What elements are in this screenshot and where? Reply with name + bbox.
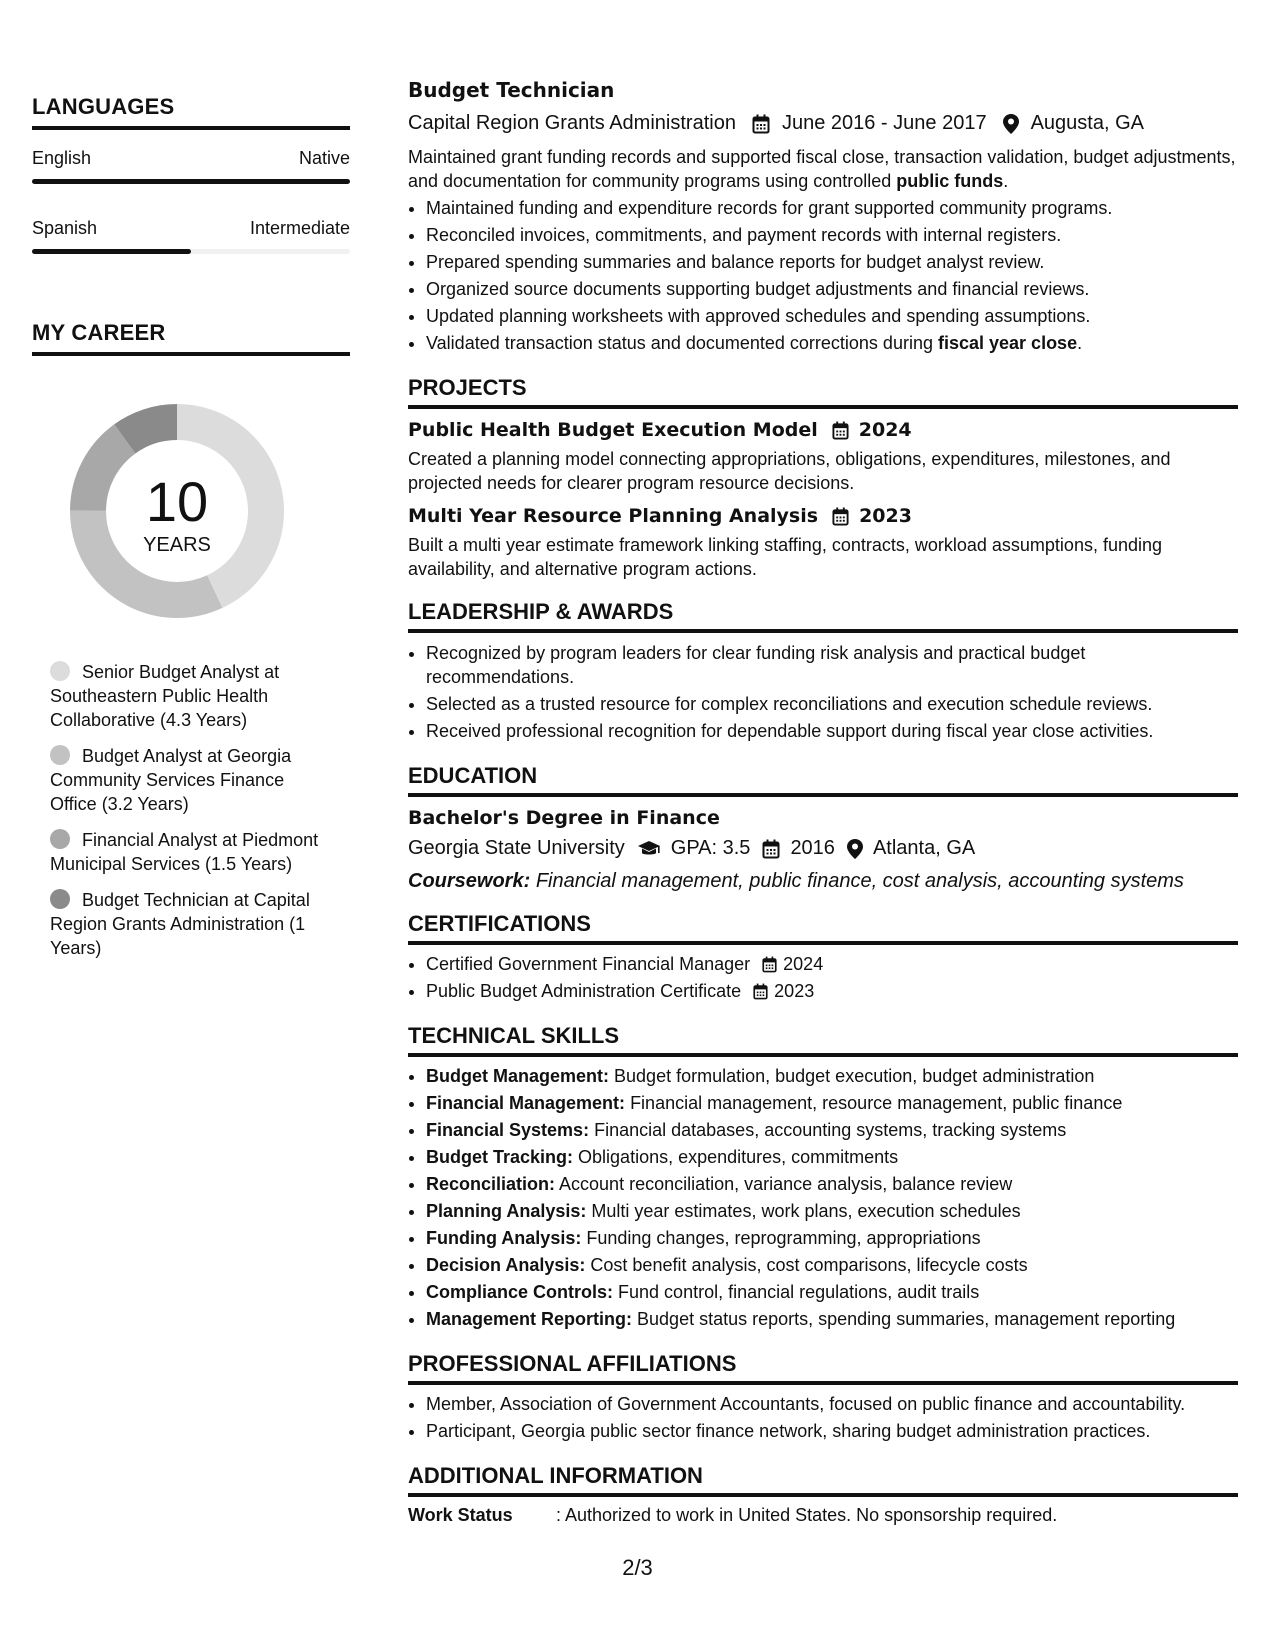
- skill-item: [426, 1117, 1238, 1144]
- project-item: [408, 505, 1238, 581]
- legend-label: Budget Analyst at Georgia Community Services Finance Office (3.2 Years): [50, 746, 292, 814]
- skills-list: [408, 1063, 1238, 1333]
- skill-label: Budget Tracking:: [426, 1147, 574, 1167]
- career-legend: [50, 660, 320, 960]
- leadership-item: • Selected as a trusted resource for complex reconciliations and execution schedule reviews.: [426, 691, 1238, 718]
- additional-info-row: [408, 1505, 1238, 1526]
- affiliations-heading: PROFESSIONAL AFFILIATIONS: [408, 1351, 1238, 1385]
- proficiency-fill: [32, 179, 350, 184]
- calendar-icon: [753, 983, 768, 1000]
- coursework-label: Coursework:: [408, 870, 531, 892]
- job-location: Augusta, GA: [1030, 112, 1144, 134]
- job-description-bold: public funds: [896, 171, 1004, 191]
- career-heading: MY CAREER: [32, 320, 350, 356]
- skill-item: [426, 1306, 1238, 1333]
- certifications-heading: CERTIFICATIONS: [408, 911, 1238, 945]
- calendar-icon: [762, 839, 780, 859]
- language-proficiency-bar: [32, 249, 350, 254]
- job-title: Budget Technician: [408, 78, 615, 102]
- language-proficiency-bar: [32, 179, 350, 184]
- work-status-value: : Authorized to work in United States. No sponsorship required.: [556, 1505, 1058, 1525]
- affiliations-list: [408, 1391, 1238, 1445]
- skill-item: [426, 1225, 1238, 1252]
- education-gpa: GPA: 3.5: [670, 837, 751, 859]
- skill-value: Funding changes, reprogramming, appropriations: [586, 1228, 981, 1248]
- skill-value: Cost benefit analysis, cost comparisons, lifecycle costs: [590, 1255, 1028, 1275]
- proficiency-fill: [32, 249, 191, 254]
- education-degree: Bachelor's Degree in Finance: [408, 807, 720, 829]
- certification-name: • Certified Government Financial Manager: [426, 954, 751, 974]
- map-pin-icon: [847, 839, 863, 859]
- job-bullet: • Organized source documents supporting budget adjustments and financial reviews.: [426, 276, 1238, 303]
- skill-value: Budget status reports, spending summaries, management reporting: [637, 1309, 1176, 1329]
- languages-heading: LANGUAGES: [32, 94, 350, 130]
- skill-item: [426, 1144, 1238, 1171]
- project-description: Created a planning model connecting appropriations, obligations, expenditures, milestones, and projected needs for clearer program resource decisions.: [408, 449, 1171, 493]
- skills-heading: TECHNICAL SKILLS: [408, 1023, 1238, 1057]
- job-bullet: • Maintained funding and expenditure records for grant supported community programs.: [426, 195, 1238, 222]
- project-description: Built a multi year estimate framework linking staffing, contracts, workload assumptions, funding availability, and alternative program actions.: [408, 535, 1163, 579]
- skill-label: Financial Management:: [426, 1093, 626, 1113]
- career-legend-item: [50, 828, 320, 876]
- project-title: Multi Year Resource Planning Analysis: [408, 505, 819, 527]
- calendar-icon: [832, 507, 849, 526]
- coursework-text: Financial management, public finance, cost analysis, accounting systems: [535, 870, 1184, 892]
- career-donut-chart: [64, 398, 290, 624]
- language-item: [32, 148, 350, 184]
- language-level: Intermediate: [249, 218, 350, 238]
- job-company: Capital Region Grants Administration: [408, 112, 736, 134]
- certification-name: • Public Budget Administration Certificate: [426, 981, 742, 1001]
- career-total-unit: YEARS: [143, 534, 211, 556]
- project-item: [408, 419, 1238, 495]
- skill-value: Obligations, expenditures, commitments: [578, 1147, 899, 1167]
- work-status-label: Work Status: [408, 1505, 513, 1525]
- certification-year: 2023: [774, 981, 815, 1001]
- left-column: [32, 94, 350, 972]
- career-total-number: 10: [145, 470, 209, 533]
- job-bullet: • Reconciled invoices, commitments, and payment records with internal registers.: [426, 222, 1238, 249]
- career-legend-item: [50, 744, 320, 816]
- project-title: Public Health Budget Execution Model: [408, 419, 818, 441]
- skill-label: Decision Analysis:: [426, 1255, 586, 1275]
- affiliation-item: • Participant, Georgia public sector finance network, sharing budget administration practices.: [426, 1418, 1238, 1445]
- legend-label: Budget Technician at Capital Region Grants Administration (1 Years): [50, 890, 310, 958]
- calendar-icon: [762, 956, 777, 973]
- job-bullet: [426, 330, 1238, 357]
- job-description-end: .: [1003, 171, 1009, 191]
- skill-item: [426, 1171, 1238, 1198]
- leadership-item: • Received professional recognition for dependable support during fiscal year close activities.: [426, 718, 1238, 745]
- skill-value: Account reconciliation, variance analysis, balance review: [559, 1174, 1013, 1194]
- project-year: 2024: [858, 419, 912, 441]
- job-description: [408, 145, 1238, 193]
- job-bullets: [408, 195, 1238, 357]
- additional-info-heading: ADDITIONAL INFORMATION: [408, 1463, 1238, 1497]
- skill-item: [426, 1063, 1238, 1090]
- page-number: 2/3: [622, 1555, 653, 1580]
- legend-dot: [50, 661, 70, 681]
- skill-label: Funding Analysis:: [426, 1228, 582, 1248]
- education-heading: EDUCATION: [408, 763, 1238, 797]
- leadership-heading: LEADERSHIP & AWARDS: [408, 599, 1238, 633]
- certification-year: 2024: [783, 954, 824, 974]
- skill-label: Reconciliation:: [426, 1174, 556, 1194]
- education-school: Georgia State University: [408, 837, 625, 859]
- career-legend-item: [50, 888, 320, 960]
- career-legend-item: [50, 660, 320, 732]
- skill-item: [426, 1279, 1238, 1306]
- language-item: [32, 218, 350, 254]
- language-level: Native: [298, 148, 350, 168]
- skill-value: Budget formulation, budget execution, budget administration: [614, 1066, 1095, 1086]
- bullet-end: .: [1077, 333, 1083, 353]
- certification-item: [426, 951, 1238, 978]
- skill-label: Financial Systems:: [426, 1120, 590, 1140]
- skill-label: Management Reporting:: [426, 1309, 633, 1329]
- skill-item: [426, 1252, 1238, 1279]
- bullet-bold: fiscal year close: [937, 333, 1078, 353]
- legend-dot: [50, 745, 70, 765]
- skill-label: Budget Management:: [426, 1066, 610, 1086]
- skill-value: Financial management, resource management, public finance: [630, 1093, 1123, 1113]
- education-coursework: [408, 870, 1238, 893]
- skill-value: Financial databases, accounting systems, tracking systems: [594, 1120, 1067, 1140]
- leadership-item: • Recognized by program leaders for clear funding risk analysis and practical budget recommendations.: [426, 641, 1238, 689]
- project-year: 2023: [859, 505, 912, 527]
- job-description-text: Maintained grant funding records and supported fiscal close, transaction validation, budget adjustments, and documentation for community programs using controlled: [408, 147, 1236, 191]
- education-meta: [408, 837, 1238, 860]
- legend-dot: [50, 829, 70, 849]
- education-year: 2016: [790, 837, 835, 859]
- calendar-icon: [832, 421, 849, 440]
- certification-item: [426, 978, 1238, 1005]
- affiliation-item: • Member, Association of Government Accountants, focused on public finance and accountability.: [426, 1391, 1238, 1418]
- job-dates: June 2016 - June 2017: [781, 112, 987, 134]
- leadership-list: [408, 641, 1238, 745]
- skill-label: Planning Analysis:: [426, 1201, 587, 1221]
- map-pin-icon: [1003, 114, 1019, 134]
- skill-value: Fund control, financial regulations, audit trails: [618, 1282, 980, 1302]
- right-column: [408, 78, 1238, 1526]
- projects-heading: PROJECTS: [408, 375, 1238, 409]
- language-name: Spanish: [32, 218, 98, 238]
- job-meta: [408, 112, 1238, 135]
- certifications-list: [408, 951, 1238, 1005]
- job-bullet: • Prepared spending summaries and balance reports for budget analyst review.: [426, 249, 1238, 276]
- legend-dot: [50, 889, 70, 909]
- bullet-text: Validated transaction status and documented corrections during: [426, 333, 938, 353]
- education-location: Atlanta, GA: [872, 837, 976, 859]
- calendar-icon: [752, 114, 770, 134]
- legend-label: Senior Budget Analyst at Southeastern Public Health Collaborative (4.3 Years): [50, 662, 280, 730]
- language-name: English: [32, 148, 92, 168]
- graduation-cap-icon: [637, 840, 661, 858]
- skill-label: Compliance Controls:: [426, 1282, 614, 1302]
- skill-item: [426, 1198, 1238, 1225]
- job-bullet: • Updated planning worksheets with approved schedules and spending assumptions.: [426, 303, 1238, 330]
- legend-label: Financial Analyst at Piedmont Municipal Services (1.5 Years): [50, 830, 319, 874]
- skill-value: Multi year estimates, work plans, execution schedules: [591, 1201, 1021, 1221]
- skill-item: [426, 1090, 1238, 1117]
